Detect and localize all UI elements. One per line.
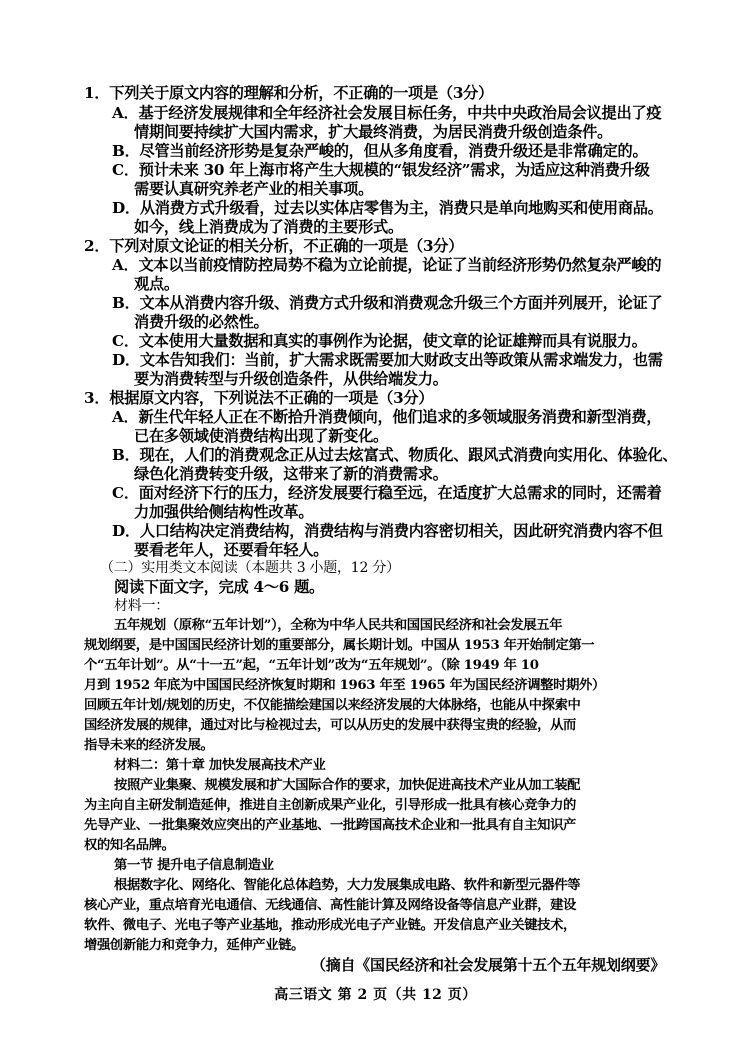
q1-option-c: C．预计未来 30 年上海市将产生大规模的“银发经济”需求，为适应这种消费升级 <box>112 161 650 179</box>
q1-stem: 1．下列关于原文内容的理解和分析，不正确的一项是（3分） <box>84 84 494 102</box>
q2-option-d: D．文本告知我们：当前，扩大需求既需要加大财政支出等政策从需求端发力，也需 <box>112 351 663 369</box>
q1-option-c-cont: 需要认真研究养老产业的相关事项。 <box>134 180 373 198</box>
section-heading: （二）实用类文本阅读（本题共 3 小题，12 分） <box>100 560 400 576</box>
q3-stem: 3．根据原文内容，下列说法不正确的一项是（3分） <box>84 389 434 407</box>
q1-option-d: D．从消费方式升级看，过去以实体店零售为主，消费只是单向地购买和使用商品。 <box>112 199 663 217</box>
q3-option-c: C．面对经济下行的压力，经济发展要行稳至远，在适度扩大总需求的同时，还需着 <box>112 484 662 502</box>
q1-option-d-cont: 如今，线上消费成为了消费的主要形式。 <box>134 218 403 236</box>
material-one-label: 材料一： <box>114 598 169 614</box>
material-two-label: 材料二：第十章 加快发展高技术产业 <box>114 758 326 773</box>
q1-option-a: A．基于经济发展规律和全年经济社会发展目标任务，中共中央政治局会议提出了疫 <box>112 104 662 122</box>
material-one-line: 规划纲要，是中国国民经济计划的重要部分，属长期计划。中国从 1953 年开始制定第一 <box>84 638 595 653</box>
q3-option-a: A．新生代年轻人正在不断拾升消费倾向，他们追求的多领域服务消费和新型消费， <box>112 408 662 426</box>
material-two-line: 权的知名品牌。 <box>84 838 175 853</box>
material-two-sub-line: 增强创新能力和竞争力，延伸产业链。 <box>84 938 305 953</box>
material-one-line: 国经济发展的规律，通过对比与检视过去，可以从历史的发展中获得宝贵的经验，从而 <box>84 718 576 733</box>
q3-option-b: B．现在，人们的消费观念正从过去炫富式、物质化、跟风式消费向实用化、体验化、 <box>112 446 678 464</box>
q3-option-a-cont: 已在多领域使消费结构出现了新变化。 <box>134 427 388 445</box>
q2-option-a-cont: 观点。 <box>134 275 179 293</box>
material-two-line: 先导产业、一批集聚效应突出的产业基地、一批跨国高技术企业和一批具有自主知识产 <box>84 818 576 833</box>
q2-stem: 2．下列对原文论证的相关分析，不正确的一项是（3分） <box>84 237 464 255</box>
material-one-line: 五年规划（原称“五年计划”），全称为中华人民共和国国民经济和社会发展五年 <box>114 618 563 633</box>
material-two-sub-line: 根据数字化、网络化、智能化总体趋势，大力发展集成电路、软件和新型元器件等 <box>114 878 581 893</box>
material-two-sub-line: 核心产业，重点培育光电通信、无线通信、高性能计算及网络设备等信息产业群，建设 <box>84 898 576 913</box>
q3-option-c-cont: 力加强供给侧结构性改革。 <box>134 503 314 521</box>
material-two-sub-line: 软件、微电子、光电子等产业基地，推动形成光电子产业链。开发信息产业关键技术， <box>84 918 576 933</box>
material-one-line: 指导未来的经济发展。 <box>84 738 214 753</box>
material-one-line: 月到 1952 年底为中国国民经济恢复时期和 1963 年至 1965 年为国民经济调整时期外） <box>84 678 605 693</box>
q2-option-b-cont: 消费升级的必然性。 <box>134 313 269 331</box>
q2-option-d-cont: 要为消费转型与升级创造条件，从供给端发力。 <box>134 370 448 388</box>
q3-option-d: D．人口结构决定消费结构，消费结构与消费内容密切相关，因此研究消费内容不但 <box>112 522 663 540</box>
material-two-line: 为主向自主研发制造延伸，推进自主创新成果产业化，引导形成一批具有核心竞争力的 <box>84 798 576 813</box>
q2-option-c: C．文本使用大量数据和真实的事例作为论据，使文章的论证雄辩而具有说服力。 <box>112 332 647 350</box>
material-one-line: 回顾五年计划/规划的历史，不仅能描绘建国以来经济发展的大体脉络，也能从中探索中 <box>84 698 581 713</box>
source-citation: （摘自《国民经济和社会发展第十五个五年规划纲要》 <box>310 956 665 974</box>
reading-instruction: 阅读下面文字，完成 4～6 题。 <box>114 578 324 596</box>
page-footer: 高三语文 第 2 页（共 12 页） <box>274 987 477 1003</box>
q1-option-a-cont: 情期间要持续扩大国内需求，扩大最终消费，为居民消费升级创造条件。 <box>134 123 612 141</box>
q1-option-b: B．尽管当前经济形势是复杂严峻的，但从多角度看，消费升级还是非常确定的。 <box>112 142 648 160</box>
material-one-line: 个“五年计划”。从“十一五”起，“五年计划”改为“五年规划”。（除 1949 年 10 <box>84 658 539 673</box>
material-two-line: 按照产业集聚、规模发展和扩大国际合作的要求，加快促进高技术产业从加工装配 <box>114 778 581 793</box>
q3-option-d-cont: 要看老年人，还要看年轻人。 <box>134 541 329 559</box>
q3-option-b-cont: 绿色化消费转变升级，这带来了新的消费需求。 <box>134 465 448 483</box>
q2-option-a: A．文本以当前疫情防控局势不稳为立论前提，论证了当前经济形势仍然复杂严峻的 <box>112 256 662 274</box>
material-two-subsection: 第一节 提升电子信息制造业 <box>114 858 274 873</box>
q2-option-b: B．文本从消费内容升级、消费方式升级和消费观念升级三个方面并列展开，论证了 <box>112 294 663 312</box>
